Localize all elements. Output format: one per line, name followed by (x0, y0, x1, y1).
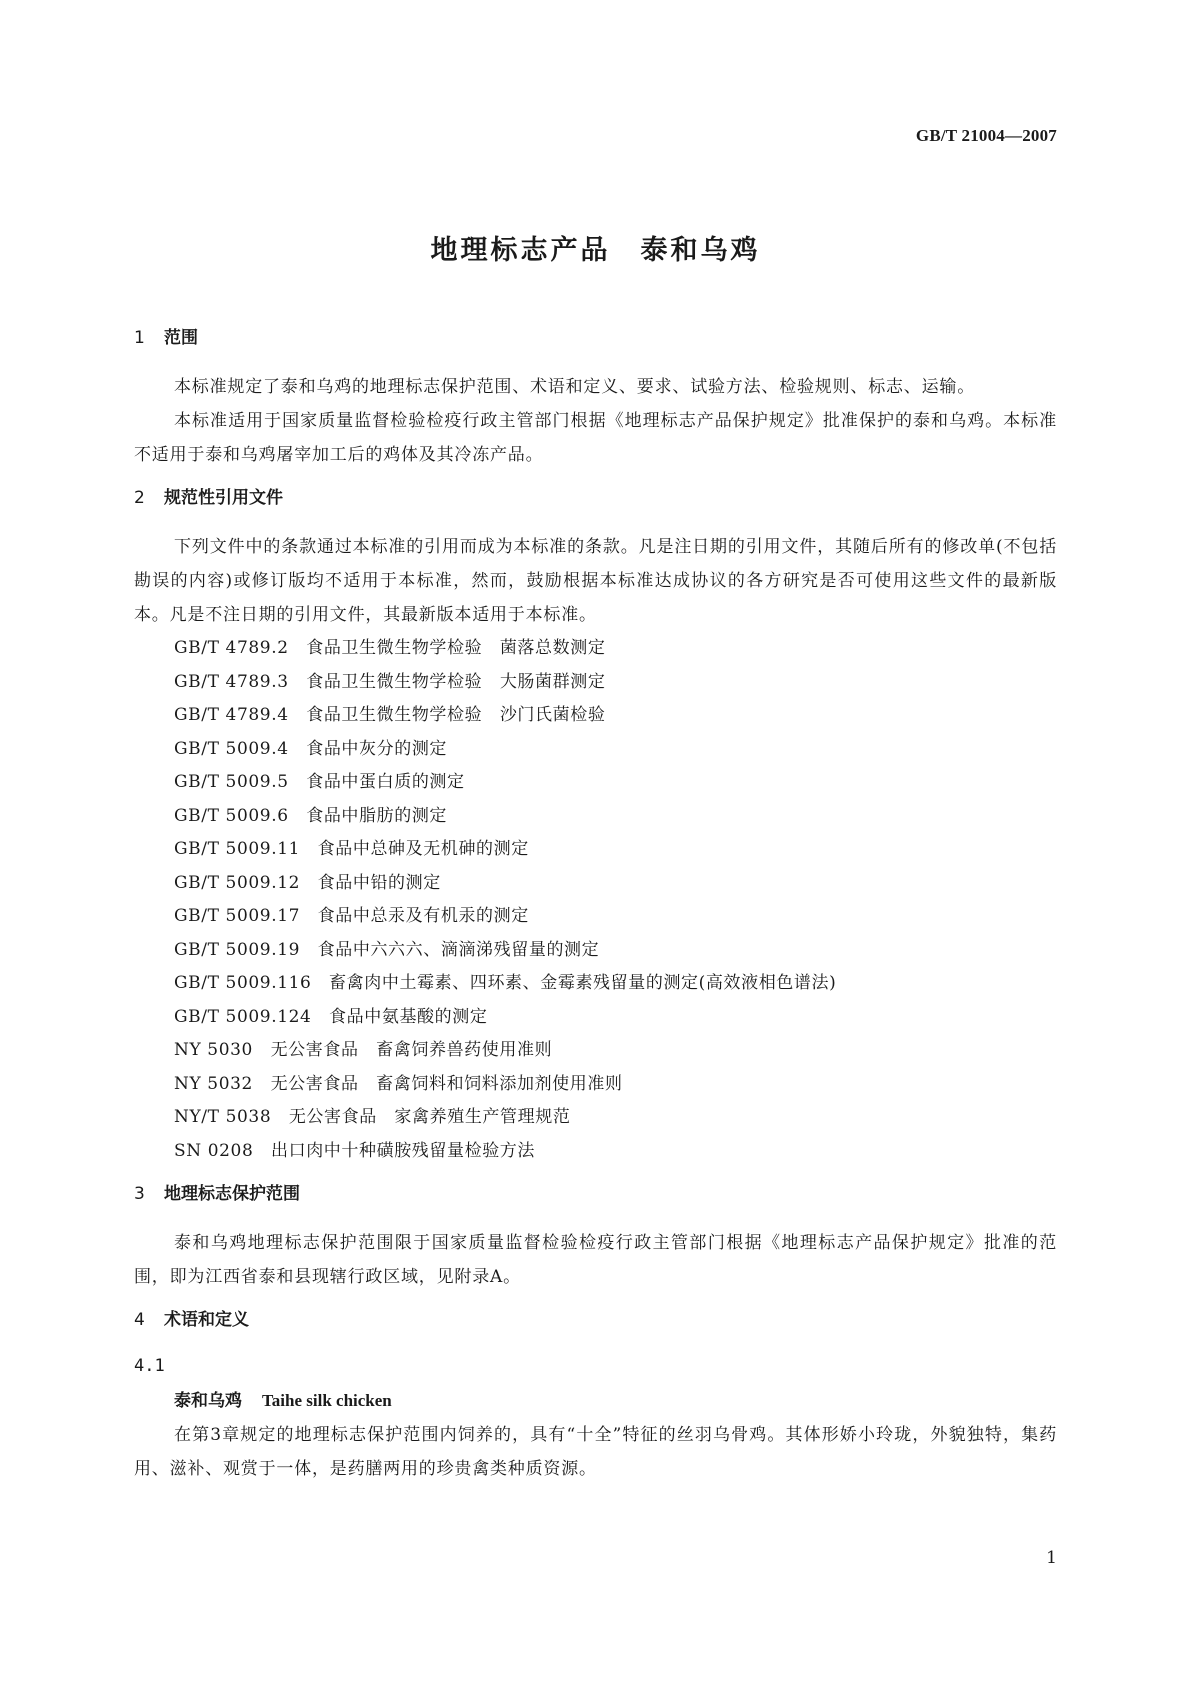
section-1-heading (134, 326, 1057, 350)
subclause-number: 4.1 (134, 1356, 165, 1376)
term-entry (134, 1384, 1057, 1418)
standard-number: GB/T 21004—2007 (915, 126, 1057, 145)
section-title: 术语和定义 (164, 1310, 249, 1330)
section-number: 2 (134, 488, 145, 508)
section-title: 地理标志保护范围 (164, 1184, 300, 1204)
reference-item: GB/T 5009.19 食品中六六六、滴滴涕残留量的测定 (174, 939, 600, 960)
reference-item: NY 5030 无公害食品 畜禽饲养兽药使用准则 (174, 1040, 553, 1060)
section-3-paragraph: 泰和乌鸡地理标志保护范围限于国家质量监督检验检疫行政主管部门根据《地理标志产品保护规定》批准的范围，即为江西省泰和县现辖行政区域，见附录A。 (134, 1233, 1057, 1287)
reference-item: GB/T 5009.4 食品中灰分的测定 (174, 738, 448, 759)
reference-item: SN 0208 出口肉中十种磺胺残留量检验方法 (174, 1140, 535, 1161)
reference-item: GB/T 5009.12 食品中铅的测定 (174, 872, 441, 893)
reference-item: GB/T 5009.6 食品中脂肪的测定 (174, 805, 448, 826)
section-title: 规范性引用文件 (164, 488, 283, 508)
term-chinese: 泰和乌鸡 (174, 1391, 242, 1411)
reference-item: GB/T 4789.2 食品卫生微生物学检验 菌落总数测定 (174, 638, 606, 658)
section-title: 范围 (164, 328, 198, 348)
reference-item: GB/T 4789.3 食品卫生微生物学检验 大肠菌群测定 (174, 671, 606, 692)
reference-item: GB/T 4789.4 食品卫生微生物学检验 沙门氏菌检验 (174, 705, 606, 725)
reference-item: NY 5032 无公害食品 畜禽饲料和饲料添加剂使用准则 (174, 1073, 623, 1094)
page-number: 1 (1046, 1548, 1057, 1568)
reference-item: GB/T 5009.124 食品中氨基酸的测定 (174, 1006, 488, 1027)
section-1-paragraph-1: 本标准规定了泰和乌鸡的地理标志保护范围、术语和定义、要求、试验方法、检验规则、标志、运输。 (174, 377, 975, 397)
document-title: 地理标志产品 泰和乌鸡 (430, 235, 761, 266)
section-number: 4 (134, 1310, 145, 1330)
reference-item: GB/T 5009.17 食品中总汞及有机汞的测定 (174, 906, 529, 926)
section-number: 1 (134, 328, 145, 348)
document-body (134, 326, 1057, 1486)
section-3-heading (134, 1182, 1057, 1206)
term-definition: 在第3章规定的地理标志保护范围内饲养的，具有“十全”特征的丝羽乌骨鸡。其体形娇小玲珑，外貌独特，集药用、滋补、观赏于一体，是药膳两用的珍贵禽类种质资源。 (134, 1425, 1057, 1479)
reference-item: GB/T 5009.11 食品中总砷及无机砷的测定 (174, 839, 529, 859)
reference-item: GB/T 5009.116 畜禽肉中土霉素、四环素、金霉素残留量的测定(高效液相色谱法) (174, 973, 837, 993)
section-4-heading (134, 1308, 1057, 1332)
term-english: Taihe silk chicken (262, 1391, 392, 1410)
section-number: 3 (134, 1184, 145, 1204)
section-2-intro: 下列文件中的条款通过本标准的引用而成为本标准的条款。凡是注日期的引用文件，其随后所有的修改单(不包括勘误的内容)或修订版均不适用于本标准，然而，鼓励根据本标准达成协议的各方研究是否可使用这些文件的最新版本。凡是不注日期的引用文件，其最新版本适用于本标准。 (134, 537, 1057, 625)
reference-item: NY/T 5038 无公害食品 家禽养殖生产管理规范 (174, 1107, 571, 1127)
reference-item: GB/T 5009.5 食品中蛋白质的测定 (174, 772, 465, 792)
section-1-paragraph-2: 本标准适用于国家质量监督检验检疫行政主管部门根据《地理标志产品保护规定》批准保护的泰和乌鸡。本标准不适用于泰和乌鸡屠宰加工后的鸡体及其冷冻产品。 (134, 411, 1057, 465)
section-2-heading (134, 486, 1057, 510)
